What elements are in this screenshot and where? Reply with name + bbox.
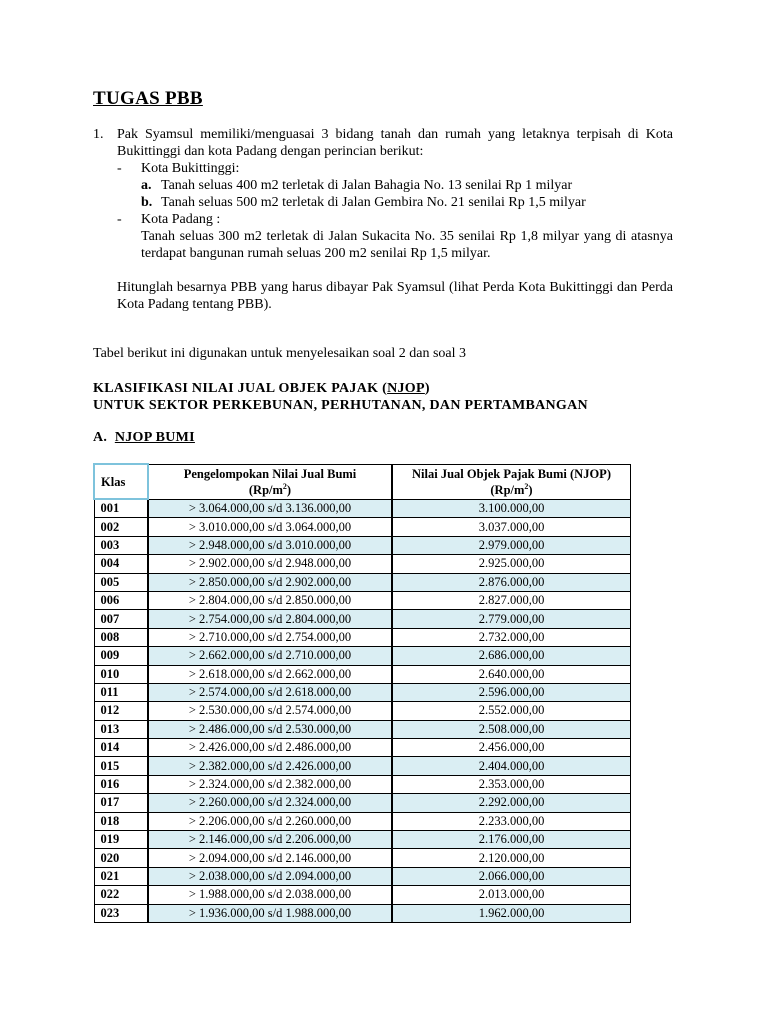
range-cell: > 2.146.000,00 s/d 2.206.000,00 [148,831,392,849]
range-cell: > 2.324.000,00 s/d 2.382.000,00 [148,775,392,793]
njop-cell: 1.962.000,00 [392,904,631,922]
klas-cell: 021 [94,867,148,885]
njop-cell: 2.353.000,00 [392,775,631,793]
list-item [117,177,673,194]
range-cell: > 2.094.000,00 s/d 2.146.000,00 [148,849,392,867]
klas-cell: 013 [94,720,148,738]
table-row [94,628,631,646]
range-cell: > 2.426.000,00 s/d 2.486.000,00 [148,739,392,757]
table-row [94,573,631,591]
table-row [94,812,631,830]
range-cell: > 2.038.000,00 s/d 2.094.000,00 [148,867,392,885]
klas-cell: 007 [94,610,148,628]
klas-cell: 011 [94,683,148,701]
list-item [117,194,673,211]
njop-cell: 2.508.000,00 [392,720,631,738]
dash-bullet: - [117,212,122,227]
njop-cell: 2.979.000,00 [392,536,631,554]
item-label: b. [141,195,153,210]
table-row [94,831,631,849]
njop-cell: 3.037.000,00 [392,518,631,536]
range-cell: > 2.486.000,00 s/d 2.530.000,00 [148,720,392,738]
section-a-title: A. NJOP BUMI [93,430,195,445]
header-klas: Klas [94,464,148,499]
klas-cell: 003 [94,536,148,554]
question-task: Hitunglah besarnya PBB yang harus dibayar Pak Syamsul (lihat Perda Kota Bukittinggi dan Perda Kota Padang tentang PBB). [117,280,673,312]
city-padang-text: Tanah seluas 300 m2 terletak di Jalan Sukacita No. 35 senilai Rp 1,8 milyar yang di atasnya terdapat bangunan rumah seluas 200 m2 senilai Rp 1,5 milyar. [141,229,673,261]
range-cell: > 2.206.000,00 s/d 2.260.000,00 [148,812,392,830]
njop-cell: 2.779.000,00 [392,610,631,628]
njop-cell: 2.640.000,00 [392,665,631,683]
njop-cell: 2.066.000,00 [392,867,631,885]
klas-cell: 018 [94,812,148,830]
njop-cell: 2.456.000,00 [392,739,631,757]
range-cell: > 2.618.000,00 s/d 2.662.000,00 [148,665,392,683]
njop-cell: 2.552.000,00 [392,702,631,720]
item-label: a. [141,178,152,193]
range-cell: > 2.382.000,00 s/d 2.426.000,00 [148,757,392,775]
klas-cell: 001 [94,499,148,518]
table-row [94,702,631,720]
klas-cell: 002 [94,518,148,536]
range-cell: > 2.754.000,00 s/d 2.804.000,00 [148,610,392,628]
klas-cell: 017 [94,794,148,812]
klas-cell: 008 [94,628,148,646]
item-text: Tanah seluas 400 m2 terletak di Jalan Bahagia No. 13 senilai Rp 1 milyar [161,178,573,193]
page-title: TUGAS PBB [93,88,203,109]
njop-cell: 3.100.000,00 [392,499,631,518]
njop-cell: 2.404.000,00 [392,757,631,775]
table-row [94,518,631,536]
range-cell: > 2.710.000,00 s/d 2.754.000,00 [148,628,392,646]
table-row [94,739,631,757]
heading-line-2: UNTUK SEKTOR PERKEBUNAN, PERHUTANAN, DAN PERTAMBANGAN [93,398,588,413]
njop-cell: 2.596.000,00 [392,683,631,701]
table-row [94,647,631,665]
table-intro: Tabel berikut ini digunakan untuk menyelesaikan soal 2 dan soal 3 [93,346,467,361]
klas-cell: 014 [94,739,148,757]
range-cell: > 2.850.000,00 s/d 2.902.000,00 [148,573,392,591]
range-cell: > 1.988.000,00 s/d 2.038.000,00 [148,886,392,904]
klas-cell: 016 [94,775,148,793]
table-row [94,720,631,738]
njop-cell: 2.732.000,00 [392,628,631,646]
dash-bullet: - [117,161,122,176]
range-cell: > 2.260.000,00 s/d 2.324.000,00 [148,794,392,812]
range-cell: > 2.662.000,00 s/d 2.710.000,00 [148,647,392,665]
table-row [94,555,631,573]
table-row [94,904,631,922]
njop-cell: 2.176.000,00 [392,831,631,849]
njop-cell: 2.120.000,00 [392,849,631,867]
range-cell: > 2.902.000,00 s/d 2.948.000,00 [148,555,392,573]
city-label: Kota Padang : [141,212,221,227]
table-row [94,867,631,885]
range-cell: > 2.948.000,00 s/d 3.010.000,00 [148,536,392,554]
range-cell: > 3.010.000,00 s/d 3.064.000,00 [148,518,392,536]
table-row [94,775,631,793]
header-range: Pengelompokan Nilai Jual Bumi $(Rp/m^2)$ [148,464,392,499]
range-cell: > 3.064.000,00 s/d 3.136.000,00 [148,499,392,518]
table-row [94,757,631,775]
klas-cell: 022 [94,886,148,904]
klas-cell: 010 [94,665,148,683]
table-row [94,591,631,609]
njop-cell: 2.827.000,00 [392,591,631,609]
range-cell: > 2.804.000,00 s/d 2.850.000,00 [148,591,392,609]
klas-cell: 005 [94,573,148,591]
table-row [94,499,631,518]
table-row [94,886,631,904]
klas-cell: 020 [94,849,148,867]
klas-cell: 006 [94,591,148,609]
njop-table [93,463,631,923]
table-row [94,683,631,701]
njop-cell: 2.292.000,00 [392,794,631,812]
klas-cell: 009 [94,647,148,665]
item-text: Tanah seluas 500 m2 terletak di Jalan Gembira No. 21 senilai Rp 1,5 milyar [161,195,586,210]
njop-cell: 2.925.000,00 [392,555,631,573]
city-bukittinggi [117,160,673,177]
range-cell: > 1.936.000,00 s/d 1.988.000,00 [148,904,392,922]
table-row [94,849,631,867]
question-intro: Pak Syamsul memiliki/menguasai 3 bidang tanah dan rumah yang letaknya terpisah di Kota Bukittinggi dan kota Padang dengan perincian berikut: [117,127,673,159]
njop-cell: 2.233.000,00 [392,812,631,830]
table-header-row [94,464,631,499]
klas-cell: 004 [94,555,148,573]
table-heading [93,380,588,414]
header-njop: Nilai Jual Objek Pajak Bumi (NJOP) $(Rp/m^2)$ [392,464,631,499]
njop-cell: 2.686.000,00 [392,647,631,665]
city-padang [117,211,673,228]
klas-cell: 012 [94,702,148,720]
question-number: 1. [93,127,104,142]
table-row [94,665,631,683]
table-row [94,794,631,812]
table-row [94,610,631,628]
njop-cell: 2.013.000,00 [392,886,631,904]
question-1 [93,126,673,313]
range-cell: > 2.530.000,00 s/d 2.574.000,00 [148,702,392,720]
range-cell: > 2.574.000,00 s/d 2.618.000,00 [148,683,392,701]
table-row [94,536,631,554]
klas-cell: 015 [94,757,148,775]
city-label: Kota Bukittinggi: [141,161,240,176]
njop-cell: 2.876.000,00 [392,573,631,591]
klas-cell: 023 [94,904,148,922]
klas-cell: 019 [94,831,148,849]
heading-line-1: KLASIFIKASI NILAI JUAL OBJEK PAJAK (NJOP) [93,381,430,396]
